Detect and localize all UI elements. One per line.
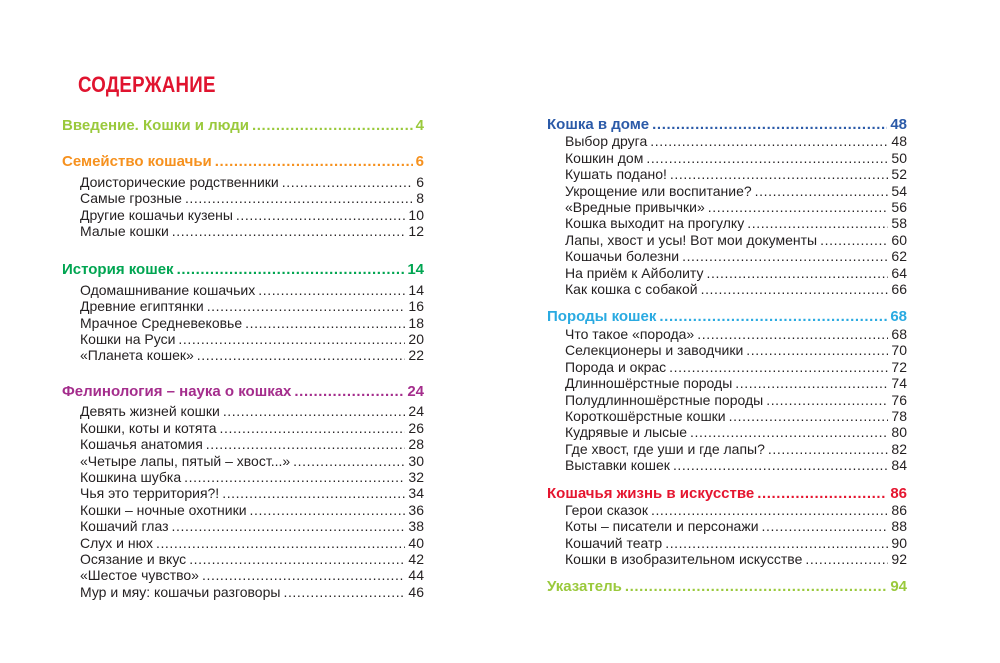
entry-label: Девять жизней кошки xyxy=(80,403,220,420)
entry-page-number: 34 xyxy=(408,485,424,502)
dot-leader xyxy=(185,190,413,206)
entry-page-number: 32 xyxy=(408,468,424,485)
entry-label: Одомашнивание кошачьих xyxy=(80,281,256,298)
entry-label: Мур и мяу: кошачьи разговоры xyxy=(80,583,281,600)
toc-section xyxy=(547,117,907,297)
entry-label: Длинношёрстные породы xyxy=(565,375,733,392)
section-title: Кошачья жизнь в искусстве xyxy=(547,484,755,502)
dot-leader xyxy=(222,485,405,501)
section-title: Кошка в доме xyxy=(547,116,650,133)
toc-section-heading xyxy=(62,118,424,134)
entry-page-number: 70 xyxy=(891,342,907,359)
section-page-number: 24 xyxy=(407,382,424,400)
dot-leader xyxy=(746,342,888,358)
section-page-number: 48 xyxy=(890,116,907,133)
toc-entry xyxy=(547,392,907,408)
dot-leader xyxy=(665,535,888,551)
entry-label: Мрачное Средневековье xyxy=(80,314,243,331)
toc-section xyxy=(547,486,907,568)
entry-page-number: 82 xyxy=(891,440,907,457)
dot-leader xyxy=(735,375,888,391)
section-title: Породы кошек xyxy=(547,308,657,326)
entry-label: Где хвост, где уши и где лапы? xyxy=(565,440,765,457)
toc-entry xyxy=(547,535,907,551)
entry-page-number: 20 xyxy=(408,331,424,348)
toc-entry xyxy=(547,183,907,199)
entry-page-number: 28 xyxy=(408,436,424,453)
section-page-number: 86 xyxy=(890,484,907,502)
dot-leader xyxy=(258,282,405,298)
entry-label: Кошки на Руси xyxy=(80,331,176,348)
entry-page-number: 24 xyxy=(408,403,424,420)
toc-section-heading xyxy=(62,384,424,400)
dot-leader xyxy=(669,359,888,375)
dot-leader xyxy=(670,166,889,182)
dot-leader xyxy=(762,518,889,534)
entry-label: Как кошка с собакой xyxy=(565,281,698,298)
entry-page-number: 92 xyxy=(891,551,907,568)
entry-page-number: 42 xyxy=(408,550,424,567)
entry-label: Коты – писатели и персонажи xyxy=(565,518,759,535)
dot-leader xyxy=(184,469,405,485)
toc-entry xyxy=(62,502,424,518)
dot-leader xyxy=(207,298,406,314)
section-title: Семейство кошачьи xyxy=(62,153,212,171)
dot-leader xyxy=(625,579,887,595)
dot-leader xyxy=(805,551,888,567)
entry-label: Короткошёрстные кошки xyxy=(565,407,726,424)
entry-label: Выбор друга xyxy=(565,133,648,150)
entry-label: Кошачий глаз xyxy=(80,518,169,535)
toc-entry xyxy=(547,342,907,358)
dot-leader xyxy=(189,551,405,567)
dot-leader xyxy=(652,117,887,133)
toc-entry xyxy=(547,441,907,457)
entry-page-number: 76 xyxy=(891,391,907,408)
toc-section-heading xyxy=(62,154,424,170)
toc-section xyxy=(62,118,424,134)
entry-page-number: 86 xyxy=(891,501,907,518)
entry-label: Кошачьи болезни xyxy=(565,248,680,265)
dot-leader xyxy=(293,453,405,469)
toc-entry xyxy=(62,567,424,583)
entry-label: Лапы, хвост и усы! Вот мои документы xyxy=(565,231,818,248)
section-page-number: 94 xyxy=(890,577,907,595)
entry-label: Слух и нюх xyxy=(80,534,153,551)
entry-label: «Планета кошек» xyxy=(80,347,194,364)
entry-page-number: 60 xyxy=(891,231,907,248)
dot-leader xyxy=(646,150,888,166)
toc-entry xyxy=(62,436,424,452)
entry-page-number: 78 xyxy=(891,407,907,424)
dot-leader xyxy=(697,326,888,342)
dot-leader xyxy=(294,384,404,400)
dot-leader xyxy=(766,392,888,408)
entry-page-number: 58 xyxy=(891,215,907,232)
entry-page-number: 56 xyxy=(891,199,907,216)
dot-leader xyxy=(220,420,406,436)
section-title: Указатель xyxy=(547,577,622,595)
dot-leader xyxy=(250,502,406,518)
toc-section xyxy=(62,384,424,600)
toc-entry xyxy=(62,584,424,600)
entry-label: Порода и окрас xyxy=(565,358,667,375)
toc-section xyxy=(547,579,907,595)
toc-entry xyxy=(62,403,424,419)
toc-entry xyxy=(547,408,907,424)
toc-entry xyxy=(62,535,424,551)
dot-leader xyxy=(659,309,887,325)
entry-page-number: 64 xyxy=(891,264,907,281)
toc-section xyxy=(62,262,424,363)
page-title: СОДЕРЖАНИЕ xyxy=(78,72,216,97)
dot-leader xyxy=(682,248,888,264)
entry-page-number: 18 xyxy=(408,314,424,331)
entry-label: Герои сказок xyxy=(565,501,648,518)
entry-page-number: 30 xyxy=(408,452,424,469)
dot-leader xyxy=(236,207,406,223)
dot-leader xyxy=(708,199,889,215)
entry-page-number: 10 xyxy=(408,206,424,223)
entry-page-number: 84 xyxy=(891,457,907,474)
section-title: История кошек xyxy=(62,261,174,279)
entry-label: Кошки, коты и котята xyxy=(80,419,217,436)
toc-entry xyxy=(62,420,424,436)
toc-entry xyxy=(547,215,907,231)
toc-section-heading xyxy=(547,486,907,502)
entry-label: «Вредные привычки» xyxy=(565,199,705,216)
entry-page-number: 72 xyxy=(891,358,907,375)
entry-page-number: 6 xyxy=(416,173,424,190)
dot-leader xyxy=(177,262,405,278)
dot-leader xyxy=(729,408,889,424)
dot-leader xyxy=(245,315,405,331)
entry-page-number: 12 xyxy=(408,223,424,240)
entry-page-number: 44 xyxy=(408,567,424,584)
entry-page-number: 22 xyxy=(408,347,424,364)
toc-entry xyxy=(547,232,907,248)
entry-label: Древние египтянки xyxy=(80,298,204,315)
entry-label: Кошкина шубка xyxy=(80,468,182,485)
entry-page-number: 88 xyxy=(891,518,907,535)
dot-leader xyxy=(282,174,413,190)
entry-label: Кушать подано! xyxy=(565,166,667,183)
dot-leader xyxy=(202,567,405,583)
entry-page-number: 16 xyxy=(408,298,424,315)
dot-leader xyxy=(172,518,406,534)
dot-leader xyxy=(215,154,413,170)
dot-leader xyxy=(197,347,406,363)
toc-section-heading xyxy=(547,309,907,325)
dot-leader xyxy=(651,502,888,518)
entry-label: Выставки кошек xyxy=(565,457,670,474)
entry-page-number: 40 xyxy=(408,534,424,551)
toc-section-heading xyxy=(62,262,424,278)
toc-entry xyxy=(547,248,907,264)
entry-page-number: 38 xyxy=(408,518,424,535)
section-page-number: 6 xyxy=(415,153,424,171)
entry-page-number: 26 xyxy=(408,419,424,436)
entry-label: Кошачья анатомия xyxy=(80,436,203,453)
entry-page-number: 36 xyxy=(408,501,424,518)
toc-entry xyxy=(62,298,424,314)
entry-page-number: 48 xyxy=(891,133,907,150)
entry-label: Полудлинношёрстные породы xyxy=(565,391,764,408)
toc-entry xyxy=(62,347,424,363)
entry-label: Доисторические родственники xyxy=(80,173,279,190)
entry-label: Кудрявые и лысые xyxy=(565,424,688,441)
entry-label: Что такое «порода» xyxy=(565,325,695,342)
dot-leader xyxy=(156,535,405,551)
toc-entry xyxy=(62,485,424,501)
dot-leader xyxy=(178,331,405,347)
dot-leader xyxy=(223,403,406,419)
toc-entry xyxy=(547,265,907,281)
dot-leader xyxy=(650,133,888,149)
entry-label: Кошки – ночные охотники xyxy=(80,501,247,518)
toc-entry xyxy=(62,207,424,223)
toc-entry xyxy=(547,326,907,342)
toc-entry xyxy=(547,150,907,166)
entry-page-number: 68 xyxy=(891,325,907,342)
toc-entry xyxy=(62,174,424,190)
dot-leader xyxy=(701,281,889,297)
toc-section xyxy=(62,154,424,239)
section-page-number: 4 xyxy=(415,117,424,134)
toc-entry xyxy=(547,359,907,375)
dot-leader xyxy=(172,223,406,239)
dot-leader xyxy=(757,486,887,502)
toc-column-right xyxy=(547,117,907,595)
toc-entry xyxy=(547,375,907,391)
dot-leader xyxy=(768,441,889,457)
entry-page-number: 54 xyxy=(891,182,907,199)
entry-page-number: 52 xyxy=(891,166,907,183)
entry-page-number: 46 xyxy=(408,583,424,600)
dot-leader xyxy=(283,584,405,600)
toc-entry xyxy=(547,281,907,297)
entry-label: «Шестое чувство» xyxy=(80,567,199,584)
toc-entry xyxy=(62,223,424,239)
entry-page-number: 66 xyxy=(891,281,907,298)
entry-label: Селекционеры и заводчики xyxy=(565,342,744,359)
dot-leader xyxy=(747,215,888,231)
dot-leader xyxy=(820,232,888,248)
section-title: Фелинология – наука о кошках xyxy=(62,382,292,400)
entry-page-number: 14 xyxy=(408,281,424,298)
entry-page-number: 80 xyxy=(891,424,907,441)
toc-entry xyxy=(547,199,907,215)
toc-entry xyxy=(62,331,424,347)
entry-label: На приём к Айболиту xyxy=(565,264,704,281)
toc-entry xyxy=(547,551,907,567)
toc-entry xyxy=(547,424,907,440)
toc-entry xyxy=(62,282,424,298)
entry-label: Кошкин дом xyxy=(565,149,644,166)
dot-leader xyxy=(252,118,413,134)
toc-entry xyxy=(62,453,424,469)
entry-label: Кошачий театр xyxy=(565,534,663,551)
toc-entry xyxy=(547,166,907,182)
dot-leader xyxy=(673,457,888,473)
toc-section-heading xyxy=(547,117,907,133)
toc-entry xyxy=(62,315,424,331)
entry-label: «Четыре лапы, пятый – хвост...» xyxy=(80,452,291,469)
dot-leader xyxy=(206,436,406,452)
section-page-number: 68 xyxy=(890,308,907,326)
entry-page-number: 62 xyxy=(891,248,907,265)
toc-entry xyxy=(547,518,907,534)
entry-label: Самые грозные xyxy=(80,190,182,207)
entry-label: Другие кошачьи кузены xyxy=(80,206,233,223)
toc-entry xyxy=(62,469,424,485)
section-title: Введение. Кошки и люди xyxy=(62,117,250,134)
entry-page-number: 8 xyxy=(416,190,424,207)
dot-leader xyxy=(690,424,888,440)
toc-entry xyxy=(547,457,907,473)
dot-leader xyxy=(755,183,889,199)
toc-section xyxy=(547,309,907,473)
toc-entry xyxy=(62,190,424,206)
entry-page-number: 90 xyxy=(891,534,907,551)
section-page-number: 14 xyxy=(407,261,424,279)
entry-label: Осязание и вкус xyxy=(80,550,187,567)
dot-leader xyxy=(707,265,889,281)
entry-label: Кошки в изобразительном искусстве xyxy=(565,551,803,568)
entry-page-number: 74 xyxy=(891,375,907,392)
toc-entry xyxy=(547,133,907,149)
toc-entry xyxy=(547,502,907,518)
entry-label: Чья это территория?! xyxy=(80,485,220,502)
entry-label: Укрощение или воспитание? xyxy=(565,182,752,199)
entry-page-number: 50 xyxy=(891,149,907,166)
entry-label: Кошка выходит на прогулку xyxy=(565,215,745,232)
toc-column-left xyxy=(62,118,424,600)
toc-entry xyxy=(62,518,424,534)
toc-section-heading xyxy=(547,579,907,595)
entry-label: Малые кошки xyxy=(80,223,169,240)
toc-entry xyxy=(62,551,424,567)
